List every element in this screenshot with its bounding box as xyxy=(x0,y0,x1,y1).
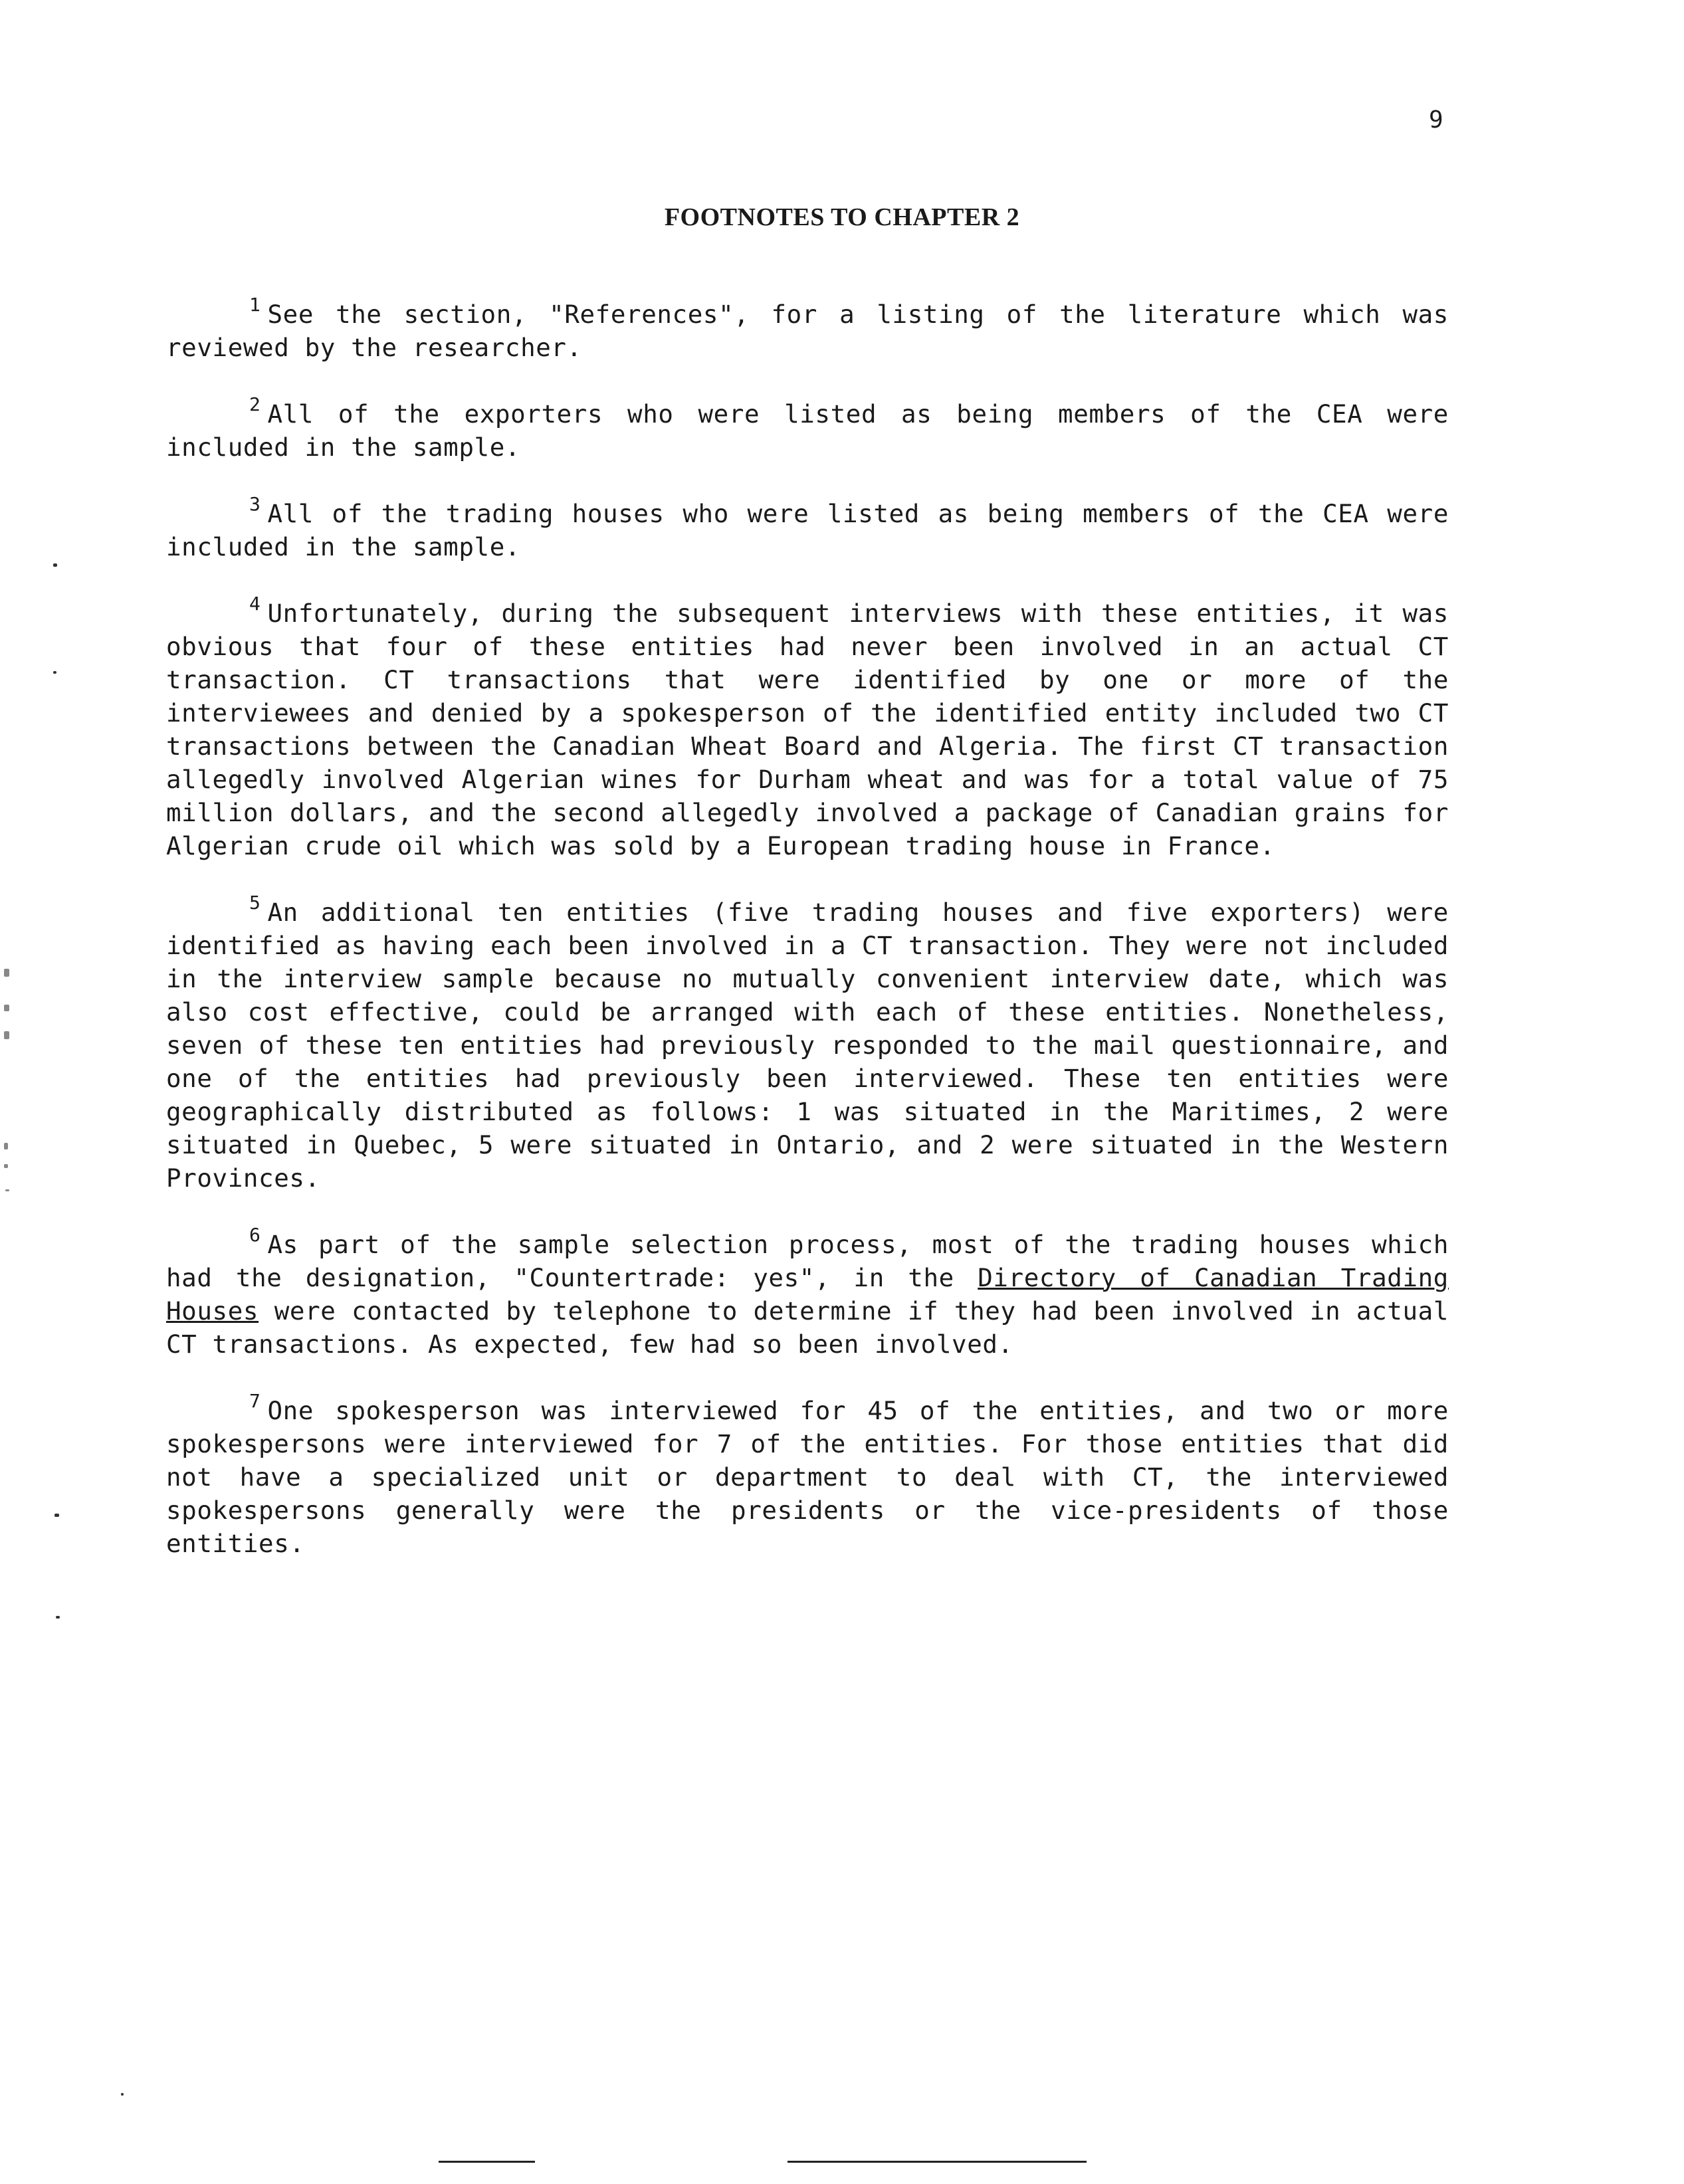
footnote-2 xyxy=(166,393,1449,464)
footnote-text: All of the trading houses who were listed as being members of the CEA were included in the sample. xyxy=(166,499,1449,561)
footnote-1 xyxy=(166,294,1449,364)
footnote-4 xyxy=(166,593,1449,862)
scan-speck xyxy=(54,1514,59,1517)
footnote-text-after: were contacted by telephone to determine if they had been involved in actual CT transactions. As expected, few had so been involved. xyxy=(166,1296,1449,1359)
bottom-rule-right xyxy=(788,2161,1087,2163)
footnote-text: All of the exporters who were listed as being members of the CEA were included in the sample. xyxy=(166,399,1449,462)
footnote-mark: 3 xyxy=(249,493,261,515)
footnote-mark: 6 xyxy=(249,1224,261,1246)
scan-speck xyxy=(4,1164,8,1168)
scan-speck xyxy=(4,1031,9,1039)
scan-speck xyxy=(121,2093,124,2096)
scan-speck xyxy=(53,671,56,674)
footnotes-list xyxy=(166,294,1449,1593)
footnote-text: See the section, "References", for a listing of the literature which was reviewed by the researcher. xyxy=(166,300,1449,362)
footnote-text-before: As part of the sample selection process, most of the trading houses which had the designation, "Countertrade: yes", in the xyxy=(166,1230,1449,1292)
scan-speck xyxy=(4,969,9,977)
footnote-mark: 1 xyxy=(249,294,261,316)
scan-speck xyxy=(56,1616,60,1619)
footnote-mark: 4 xyxy=(249,593,261,615)
footnote-7 xyxy=(166,1390,1449,1560)
page-number: 9 xyxy=(1429,106,1443,134)
footnote-mark: 7 xyxy=(249,1390,261,1412)
footnote-text: An additional ten entities (five trading houses and five exporters) were identified as having each been involved in a CT transaction. They were not included in the interview sample because no mutually convenient interview date, which was also cost effective, could be arranged with each of these entities. Nonetheless, seven of these ten entities had previously responded to the mail questionnaire, and one of the entities had previously been interviewed. These ten entities were geographically distributed as follows: 1 was situated in the Maritimes, 2 were situated in Quebec, 5 were situated in Ontario, and 2 were situated in the Western Provinces. xyxy=(166,898,1449,1193)
page-heading: FOOTNOTES TO CHAPTER 2 xyxy=(664,203,1020,231)
scan-speck xyxy=(5,1189,9,1191)
footnote-mark: 2 xyxy=(249,393,261,415)
footnote-6 xyxy=(166,1224,1449,1361)
footnote-text: Unfortunately, during the subsequent interviews with these entities, it was obvious that four of these entities had never been involved in an actual CT transaction. CT transactions that were identified by one or more of the interviewees and denied by a spokesperson of the identified entity included two CT transactions between the Canadian Wheat Board and Algeria. The first CT transaction allegedly involved Algerian wines for Durham wheat and was for a total value of 75 million dollars, and the second allegedly involved a package of Canadian grains for Algerian crude oil which was sold by a European trading house in France. xyxy=(166,599,1449,860)
footnote-text: One spokesperson was interviewed for 45 of the entities, and two or more spokespersons were interviewed for 7 of the entities. For those entities that did not have a specialized unit or department to deal with CT, the interviewed spokespersons generally were the presidents or the vice-presidents of those entities. xyxy=(166,1396,1449,1558)
footnote-5 xyxy=(166,892,1449,1195)
scan-speck xyxy=(4,1143,8,1149)
footnote-mark: 5 xyxy=(249,892,261,914)
footnote-3 xyxy=(166,493,1449,563)
scan-speck xyxy=(53,563,57,567)
scan-speck xyxy=(4,1005,9,1011)
bottom-rule-left xyxy=(439,2161,535,2163)
directory-title: Directory of Canadian Trading Houses xyxy=(166,1263,1449,1326)
